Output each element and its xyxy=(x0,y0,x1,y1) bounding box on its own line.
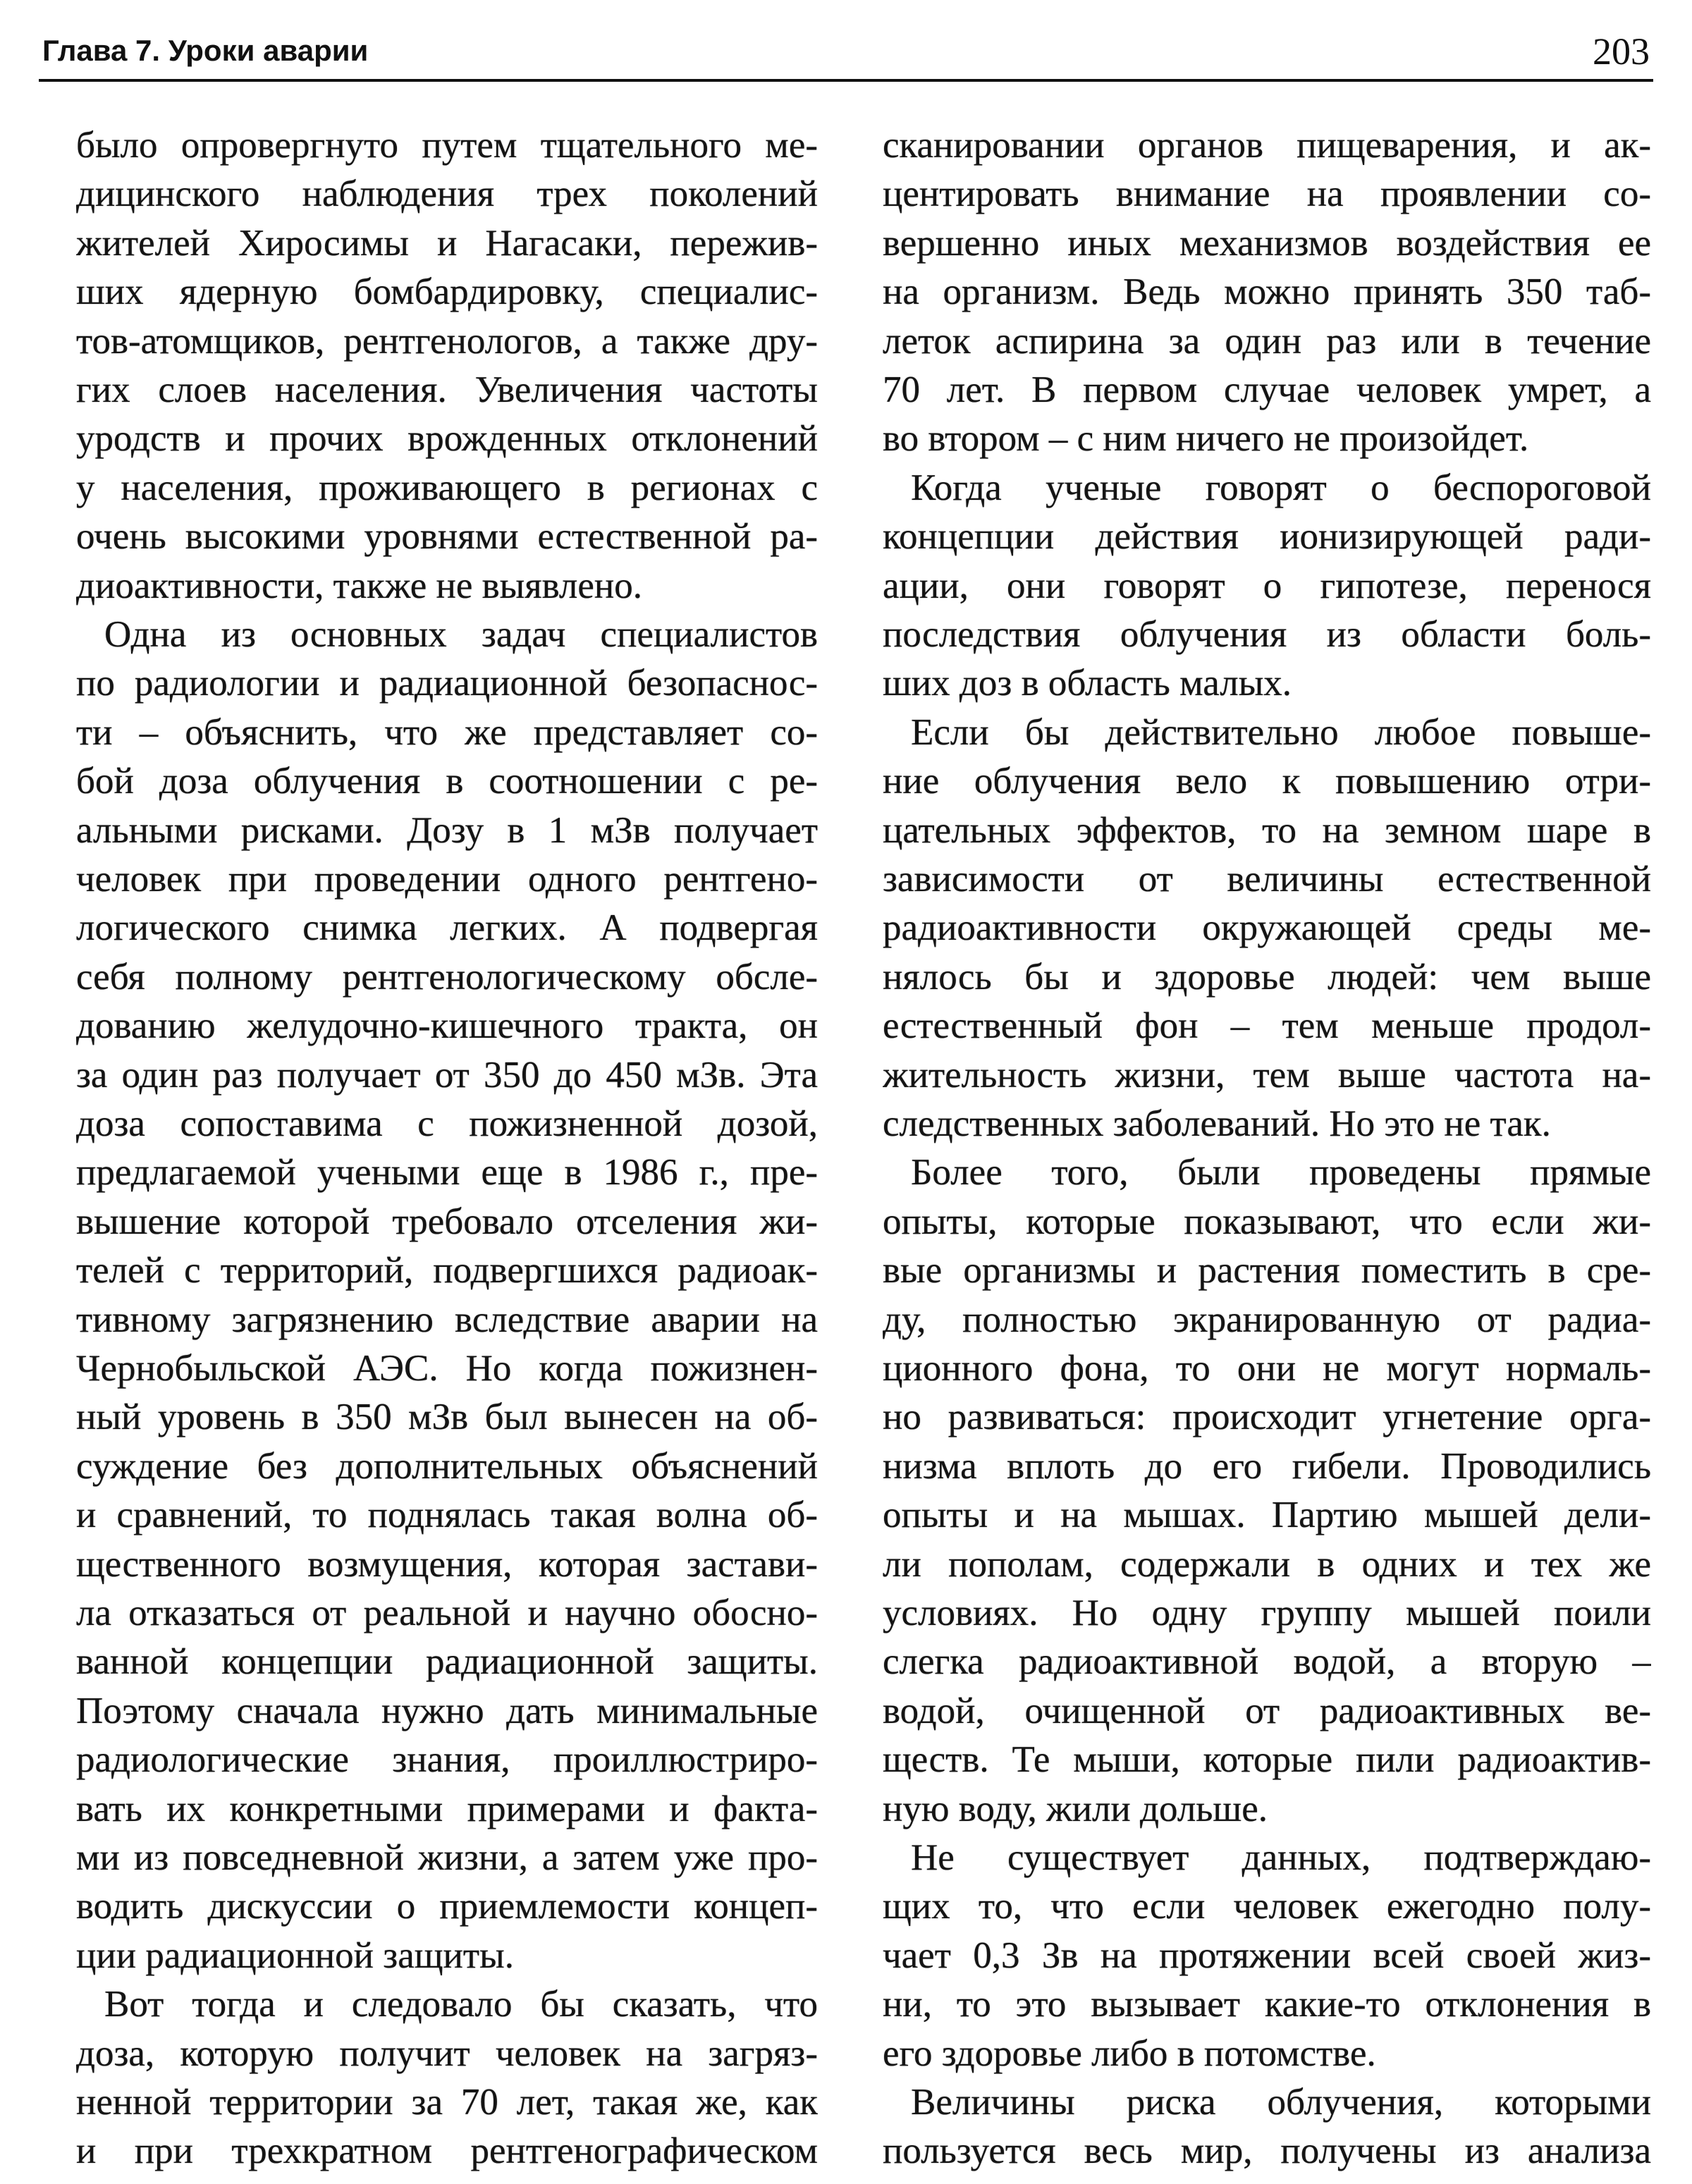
text-line: тивному загрязнению вследствие аварии на xyxy=(76,1299,818,1340)
header-rule xyxy=(39,79,1653,82)
text-line: ную воду, жили дольше. xyxy=(883,1788,1268,1829)
text-line: жителей Хиросимы и Нагасаки, пережив- xyxy=(76,222,818,264)
text-line: гих слоев населения. Увеличения частоты xyxy=(76,369,818,410)
text-line: ли пополам, содержали в одних и тех же xyxy=(883,1543,1651,1585)
text-line: ный уровень в 350 мЗв был вынесен на об- xyxy=(76,1397,818,1438)
text-line: Когда ученые говорят о беспороговой xyxy=(911,467,1651,508)
text-line: зависимости от величины естественной xyxy=(883,859,1651,900)
text-line: ции радиационной защиты. xyxy=(76,1934,514,1976)
text-line: на организм. Ведь можно принять 350 таб- xyxy=(883,271,1651,313)
text-line: Поэтому сначала нужно дать минимальные xyxy=(76,1690,818,1731)
text-line: ществ. Те мыши, которые пили радиоактив- xyxy=(883,1739,1651,1781)
text-line: водой, очищенной от радиоактивных ве- xyxy=(883,1690,1651,1731)
text-line: вые организмы и растения поместить в сре- xyxy=(883,1250,1651,1292)
text-line: Не существует данных, подтверждаю- xyxy=(911,1837,1651,1878)
text-line: леток аспирина за один раз или в течение xyxy=(883,320,1651,362)
text-line: человек при проведении одного рентгено- xyxy=(76,859,818,900)
text-line: доза сопоставима с пожизненной дозой, xyxy=(76,1103,818,1144)
text-line: низма вплоть до его гибели. Проводились xyxy=(883,1445,1651,1487)
text-line: ших доз в область малых. xyxy=(883,663,1292,704)
text-line: цательных эффектов, то на земном шаре в xyxy=(883,809,1651,851)
text-line: ти – объяснить, что же представляет со- xyxy=(76,711,818,753)
text-line: за один раз получает от 350 до 450 мЗв. Эта xyxy=(76,1054,818,1096)
text-line: Одна из основных задач специалистов xyxy=(104,614,818,655)
text-line: опыты и на мышах. Партию мышей дели- xyxy=(883,1495,1651,1536)
text-line: 70 лет. В первом случае человек умрет, а xyxy=(883,369,1651,410)
text-line: себя полному рентгенологическому обсле- xyxy=(76,956,818,998)
text-line: альными рисками. Дозу в 1 мЗв получает xyxy=(76,809,818,851)
text-line: центировать внимание на проявлении со- xyxy=(883,173,1651,215)
text-line: чает 0,3 Зв на протяжении всей своей жиз- xyxy=(883,1934,1651,1976)
text-line: было опровергнуто путем тщательного ме- xyxy=(76,125,818,166)
text-line: ни, то это вызывает какие-то отклонения в xyxy=(883,1984,1651,2025)
text-line: Если бы действительно любое повыше- xyxy=(911,711,1651,753)
text-line: предлагаемой учеными еще в 1986 г., пре- xyxy=(76,1152,818,1194)
text-line: последствия облучения из области боль- xyxy=(883,614,1651,655)
page-number: 203 xyxy=(1593,30,1650,73)
text-line: ние облучения вело к повышению отри- xyxy=(883,761,1651,802)
text-line: диоактивности, также не выявлено. xyxy=(76,565,643,606)
text-line: радиоактивности окружающей среды ме- xyxy=(883,907,1651,949)
text-line: ционного фона, то они не могут нормаль- xyxy=(883,1348,1651,1389)
text-line: водить дискуссии о приемлемости концеп- xyxy=(76,1886,818,1927)
text-line: сканировании органов пищеварения, и ак- xyxy=(883,125,1651,166)
text-line: ванной концепции радиационной защиты. xyxy=(76,1641,818,1683)
running-header-chapter: Глава 7. Уроки аварии xyxy=(42,34,369,67)
text-line: дицинского наблюдения трех поколений xyxy=(76,173,818,215)
text-line: концепции действия ионизирующей ради- xyxy=(883,516,1651,558)
text-line: Более того, были проведены прямые xyxy=(911,1152,1651,1194)
text-line: ации, они говорят о гипотезе, перенося xyxy=(883,565,1651,606)
text-line: следственных заболеваний. Но это не так. xyxy=(883,1103,1551,1144)
text-line: Вот тогда и следовало бы сказать, что xyxy=(104,1984,818,2025)
text-line: дованию желудочно-кишечного тракта, он xyxy=(76,1005,818,1047)
text-line: ми из повседневной жизни, а затем уже про- xyxy=(76,1837,818,1878)
text-line: щественного возмущения, которая застави- xyxy=(76,1543,818,1585)
text-line: и сравнений, то поднялась такая волна об- xyxy=(76,1495,818,1536)
text-line: ла отказаться от реальной и научно обосно- xyxy=(76,1593,818,1633)
text-line: естественный фон – тем меньше продол- xyxy=(883,1005,1651,1047)
text-line: его здоровье либо в потомстве. xyxy=(883,2032,1376,2074)
text-line: Величины риска облучения, которыми xyxy=(911,2082,1651,2123)
text-line: слегка радиоактивной водой, а вторую – xyxy=(883,1641,1651,1683)
text-line: у населения, проживающего в регионах с xyxy=(76,467,818,508)
text-line: щих то, что если человек ежегодно полу- xyxy=(883,1886,1651,1927)
text-line: ненной территории за 70 лет, такая же, как xyxy=(76,2082,818,2123)
text-line: жительность жизни, тем выше частота на- xyxy=(883,1054,1651,1096)
text-line: и при трехкратном рентгенографическом xyxy=(76,2130,818,2172)
text-line: тов-атомщиков, рентгенологов, а также дру- xyxy=(76,320,818,362)
text-line: нялось бы и здоровье людей: чем выше xyxy=(883,956,1651,998)
text-line: пользуется весь мир, получены из анализа xyxy=(883,2130,1651,2172)
text-line: вать их конкретными примерами и факта- xyxy=(76,1788,818,1829)
text-line: уродств и прочих врожденных отклонений xyxy=(76,418,818,460)
text-line: во втором – с ним ничего не произойдет. xyxy=(883,418,1529,460)
text-line: доза, которую получит человек на загряз- xyxy=(76,2032,818,2074)
text-line: телей с территорий, подвергшихся радиоак- xyxy=(76,1250,818,1292)
text-line: бой доза облучения в соотношении с ре- xyxy=(76,761,818,802)
text-line: но развиваться: происходит угнетение орга- xyxy=(883,1397,1651,1438)
text-line: по радиологии и радиационной безопаснос- xyxy=(76,663,818,704)
text-line: вышение которой требовало отселения жи- xyxy=(76,1201,818,1242)
text-line: ду, полностью экранированную от радиа- xyxy=(883,1299,1651,1340)
text-line: вершенно иных механизмов воздействия ее xyxy=(883,222,1651,264)
text-line: очень высокими уровнями естественной ра- xyxy=(76,516,818,558)
text-line: логического снимка легких. А подвергая xyxy=(76,907,818,949)
text-line: Чернобыльской АЭС. Но когда пожизнен- xyxy=(76,1348,818,1389)
text-line: условиях. Но одну группу мышей поили xyxy=(883,1593,1651,1633)
text-line: суждение без дополнительных объяснений xyxy=(76,1445,818,1487)
text-line: ших ядерную бомбардировку, специалис- xyxy=(76,271,818,313)
text-line: опыты, которые показывают, что если жи- xyxy=(883,1201,1651,1242)
text-line: радиологические знания, проиллюстриро- xyxy=(76,1739,818,1781)
